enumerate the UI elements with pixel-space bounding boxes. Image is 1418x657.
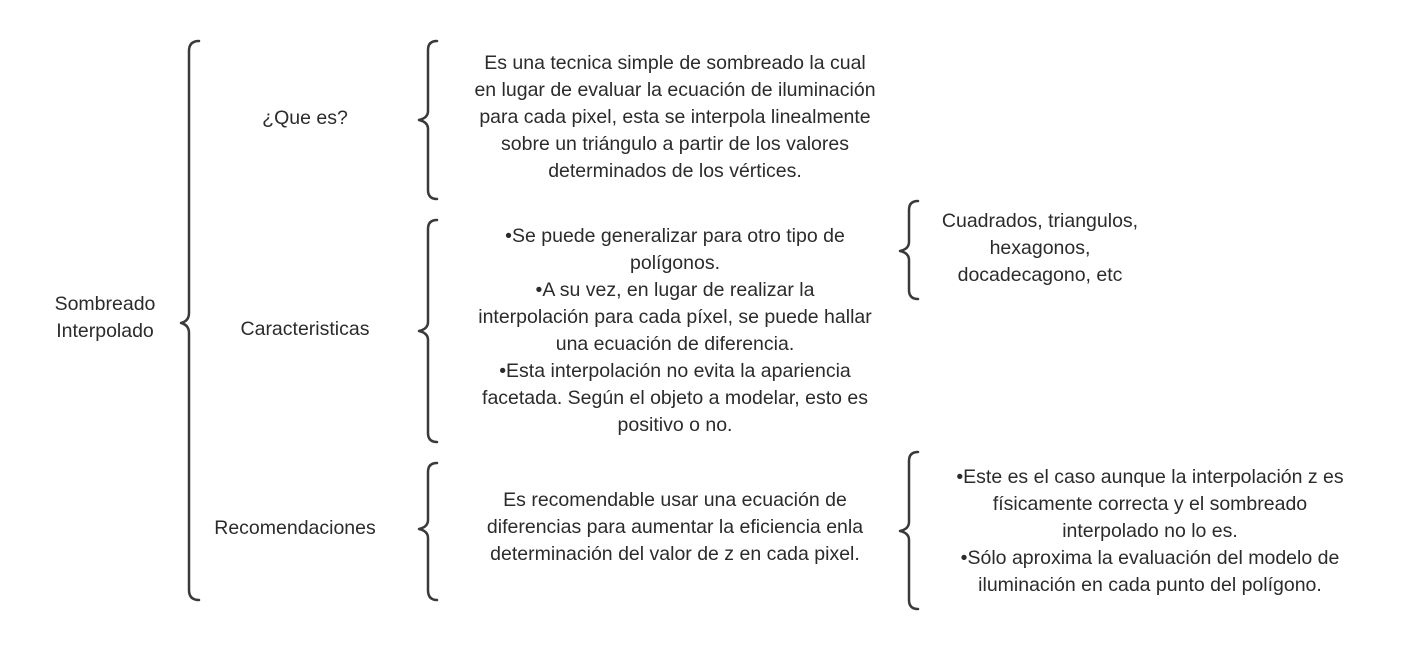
recomendaciones-sub-detail: •Este es el caso aunque la interpolación z es físicamente correcta y el sombreado interpolado no lo es. •Sólo aproxima la evaluación del modelo de iluminación en cada punto del polígono. bbox=[956, 466, 1344, 596]
que-es-brace bbox=[419, 41, 437, 199]
branch-recomendaciones-label: Recomendaciones bbox=[214, 517, 376, 539]
poligonos-sub-detail: Cuadrados, triangulos, hexagonos, docadecagono, etc bbox=[941, 210, 1139, 286]
branch-que-es-label: ¿Que es? bbox=[262, 107, 348, 129]
branch-caracteristicas-detail: •Se puede generalizar para otro tipo de polígonos. •A su vez, en lugar de realizar la interpolación para cada píxel, se puede hallar una ecuación de diferencia. •Esta interpolación no evita la apariencia facetada. Según el objeto a modelar, esto es positivo o no. bbox=[478, 225, 872, 436]
branch-recomendaciones-detail: Es recomendable usar una ecuación de diferencias para aumentar la eficiencia enla determinación del valor de z en cada pixel. bbox=[486, 489, 864, 565]
recomendaciones-brace bbox=[419, 463, 437, 600]
root-label: Sombreado Interpolado bbox=[54, 293, 156, 342]
branch-que-es-detail: Es una tecnica simple de sombreado la cual en lugar de evaluar la ecuación de iluminación para cada pixel, esta se interpola linealmente sobre un triángulo a partir de los valores determinados de los vértices. bbox=[474, 52, 876, 182]
branch-caracteristicas-label: Caracteristicas bbox=[240, 318, 370, 340]
caracteristicas-brace bbox=[419, 220, 437, 442]
